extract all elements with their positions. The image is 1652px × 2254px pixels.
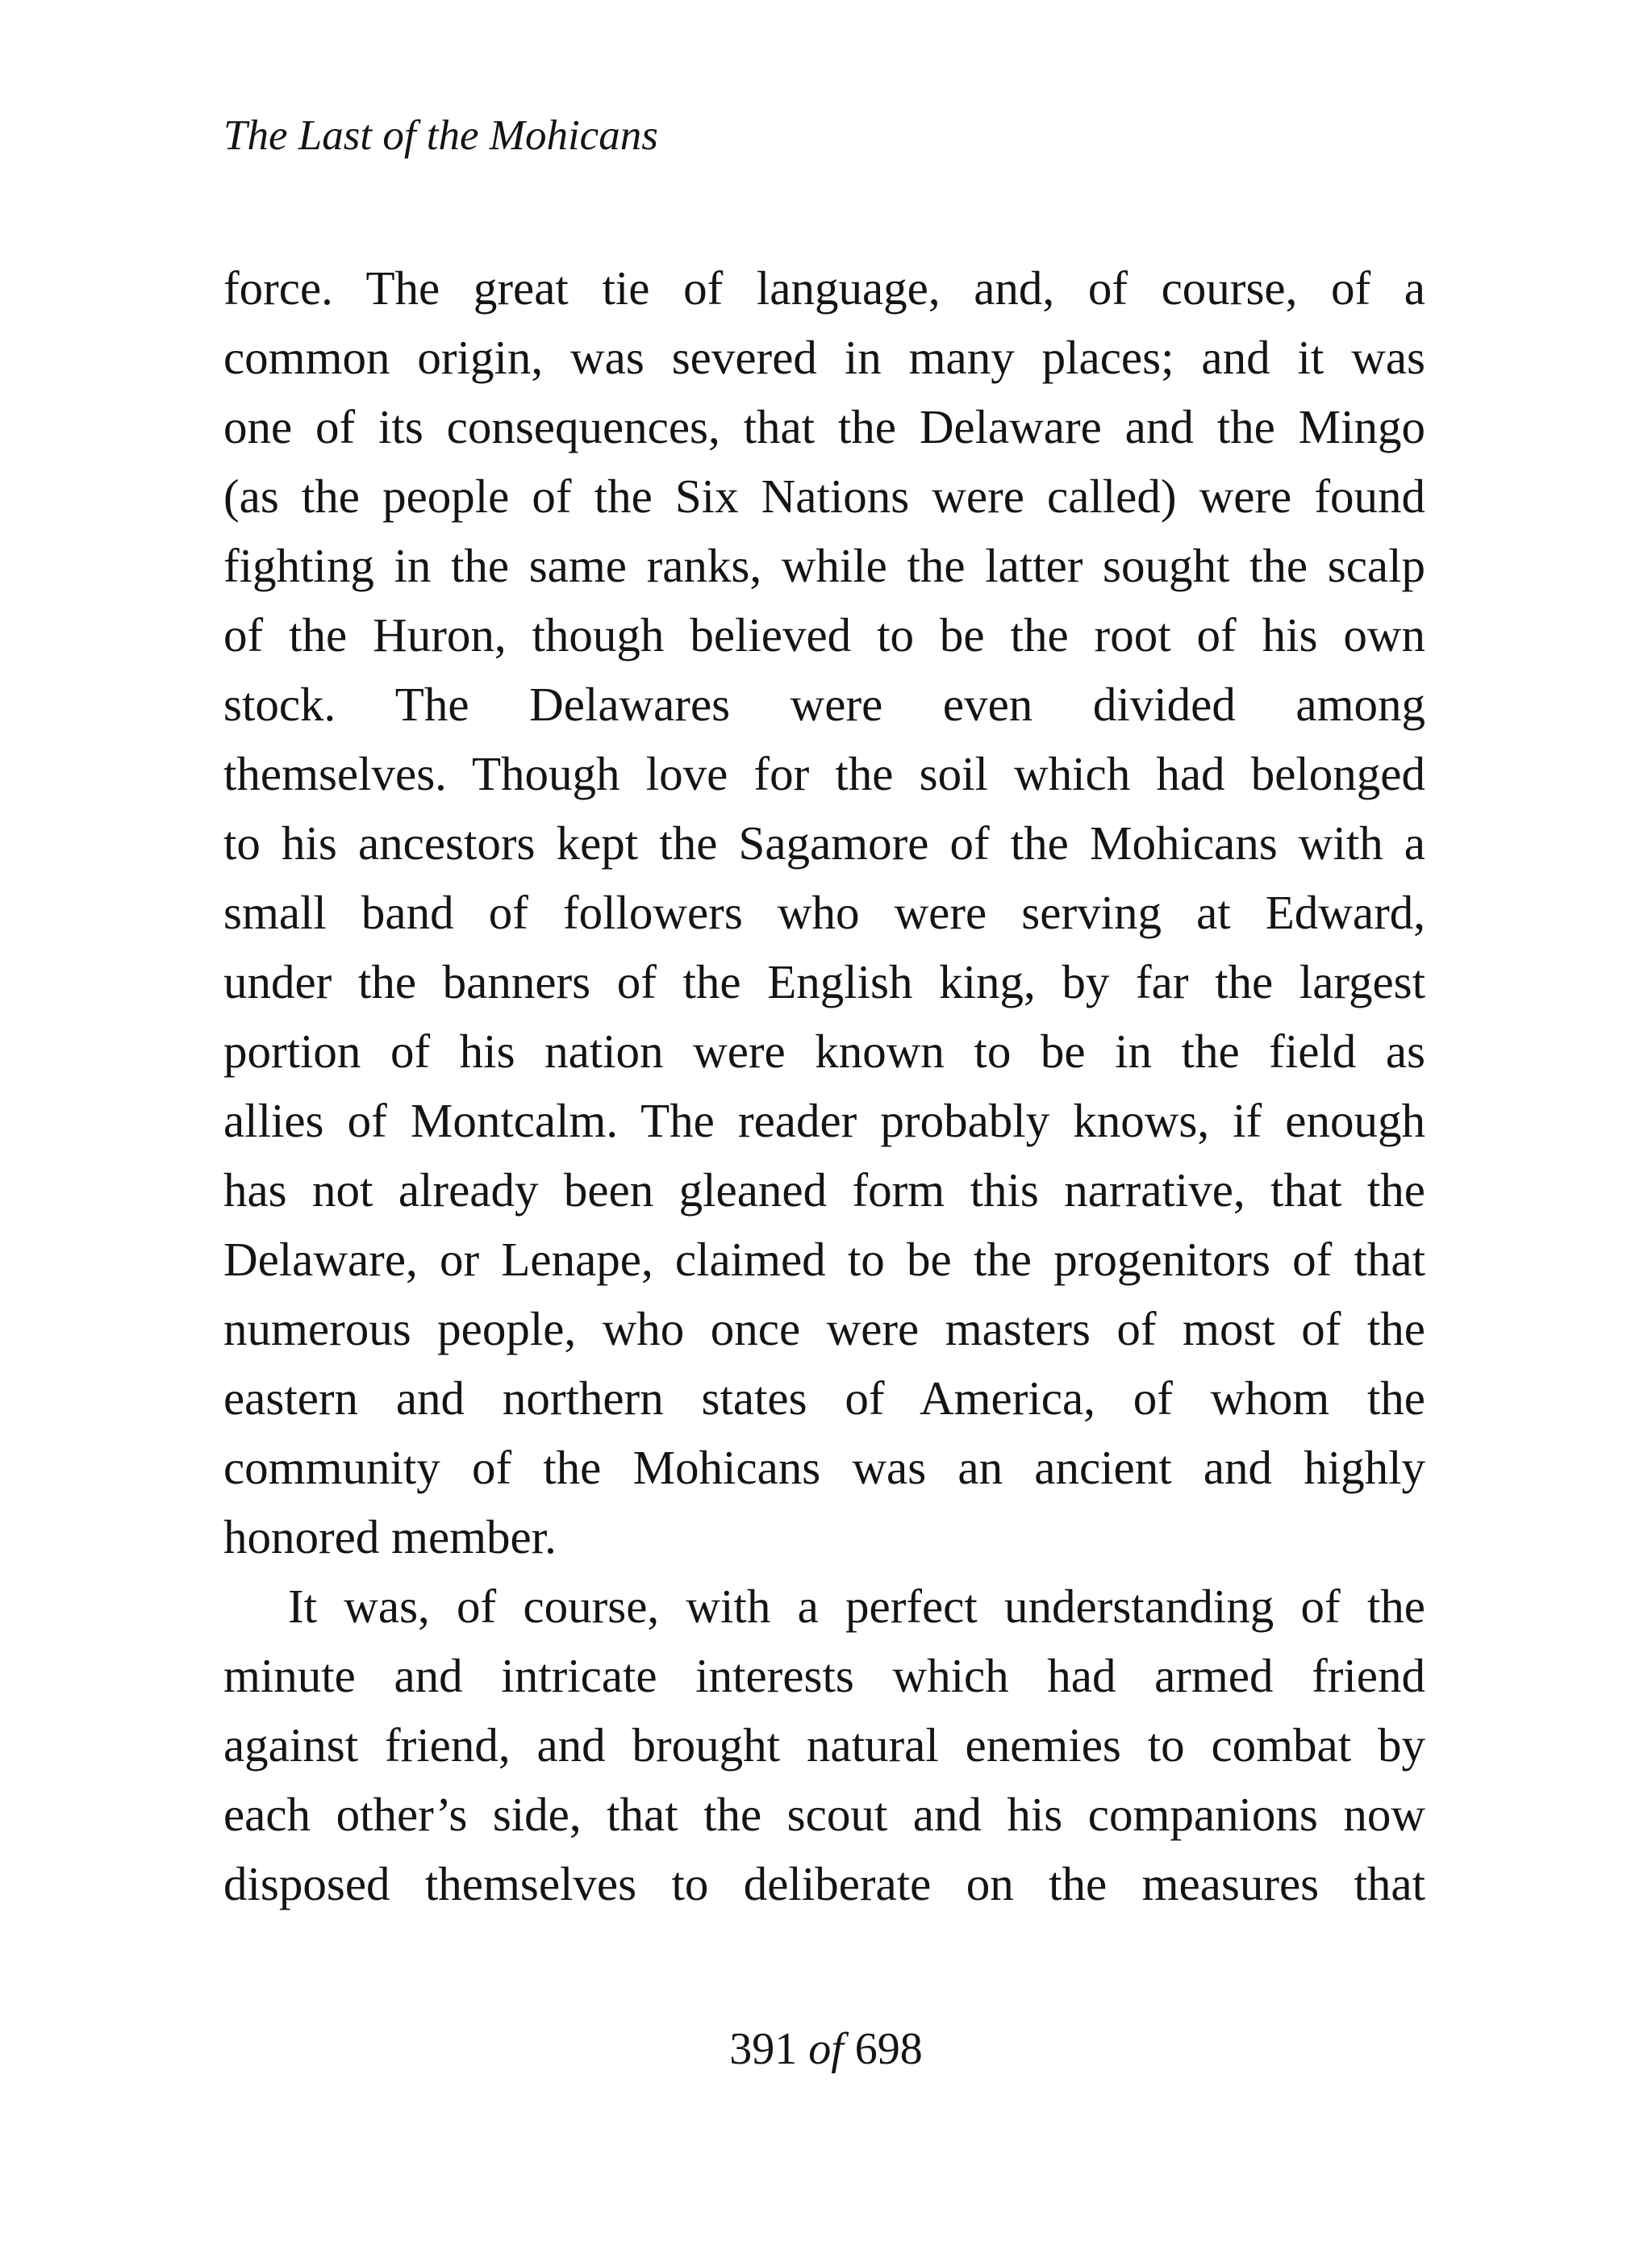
text-line: under the banners of the English king, by far the largest [223, 955, 1425, 1008]
text-line: (as the people of the Six Nations were called) were found [223, 470, 1425, 523]
text-line: eastern and northern states of America, of whom the [223, 1371, 1425, 1425]
text-line: Delaware, or Lenape, claimed to be the progenitors of that [223, 1233, 1425, 1286]
page-number [0, 2017, 1652, 2081]
text-line: to his ancestors kept the Sagamore of the Mohicans with a [223, 816, 1425, 870]
text-line: fighting in the same ranks, while the latter sought the scalp [223, 539, 1425, 592]
text-line: small band of followers who were serving at Edward, [223, 886, 1425, 939]
text-line: has not already been gleaned form this narrative, that the [223, 1163, 1425, 1217]
page-of-label: of [808, 2024, 844, 2074]
text-line: numerous people, who once were masters of most of the [223, 1302, 1425, 1355]
paragraph [223, 253, 1425, 1572]
text-line: disposed themselves to deliberate on the measures that [223, 1857, 1425, 1910]
text-line: of the Huron, though believed to be the root of his own [223, 608, 1425, 662]
text-line: themselves. Though love for the soil which had belonged [223, 747, 1425, 800]
text-line: stock. The Delawares were even divided among [223, 678, 1425, 731]
page-header-title: The Last of the Mohicans [223, 112, 658, 159]
paragraph [223, 1572, 1425, 1918]
text-line: force. The great tie of language, and, of course, of a [223, 261, 1425, 315]
text-line: honored member. [223, 1510, 557, 1563]
text-line: minute and intricate interests which had armed friend [223, 1649, 1425, 1702]
text-line: each other’s side, that the scout and his companions now [223, 1788, 1425, 1841]
total-pages-number: 698 [854, 2024, 923, 2074]
current-page-number: 391 [729, 2024, 798, 2074]
text-line: It was, of course, with a perfect understanding of the [288, 1580, 1425, 1633]
text-line: community of the Mohicans was an ancient and highly [223, 1441, 1425, 1494]
body-text [223, 253, 1425, 1918]
text-line: against friend, and brought natural enemies to combat by [223, 1718, 1425, 1772]
text-line: one of its consequences, that the Delaware and the Mingo [223, 400, 1425, 453]
text-line: allies of Montcalm. The reader probably knows, if enough [223, 1094, 1425, 1147]
text-line: common origin, was severed in many places; and it was [223, 331, 1425, 384]
text-line: portion of his nation were known to be in the field as [223, 1025, 1425, 1078]
